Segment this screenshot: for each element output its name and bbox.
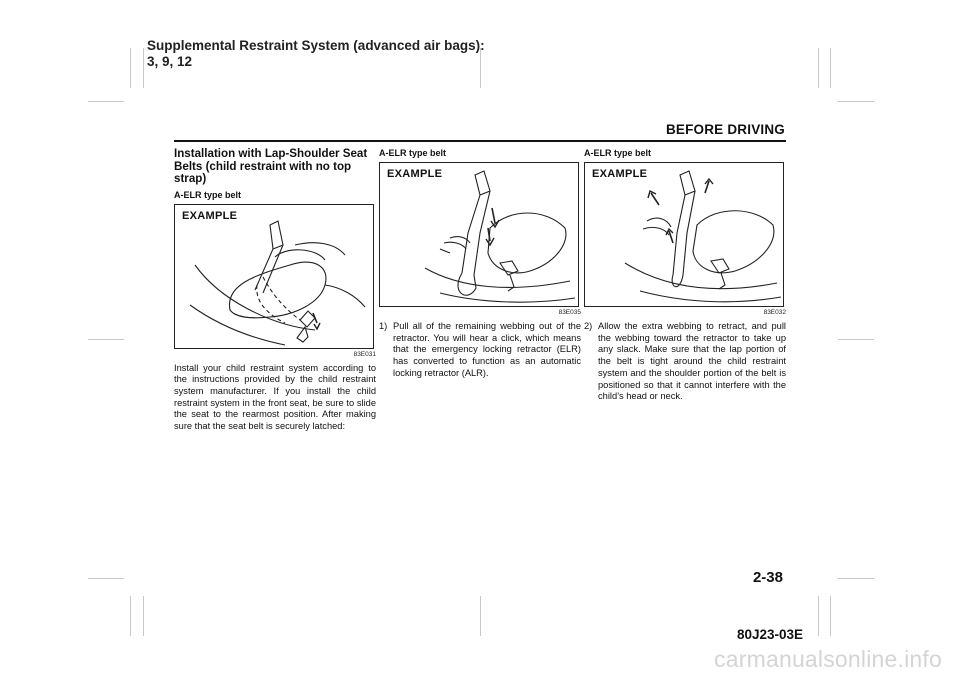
crop-mark: [130, 48, 131, 88]
example-label: EXAMPLE: [387, 168, 443, 180]
document-code: 80J23-03E: [736, 627, 803, 642]
step-number: 1): [379, 321, 388, 331]
crop-mark: [838, 101, 874, 102]
illustration-retract-belt: [585, 163, 784, 307]
right-column: [584, 148, 786, 403]
document-title: Supplemental Restraint System (advanced air bags): 3, 9, 12: [147, 38, 485, 69]
figure-subheading: A-ELR type belt: [379, 148, 447, 158]
page-number: 2-38: [752, 569, 783, 586]
figure-subheading: A-ELR type belt: [584, 148, 652, 158]
illustration-pull-belt: [380, 163, 579, 307]
crop-mark: [88, 339, 124, 340]
watermark: carmanualsonline.info: [714, 646, 942, 672]
crop-mark: [830, 48, 831, 88]
crop-mark: [838, 578, 874, 579]
example-label: EXAMPLE: [182, 209, 238, 222]
crop-mark: [818, 48, 819, 88]
crop-mark: [818, 596, 819, 636]
crop-mark: [838, 339, 874, 340]
section-heading: Installation with Lap-Shoulder Seat Belts (child restraint with no top strap): [174, 147, 368, 185]
crop-mark: [130, 596, 131, 636]
example-label: EXAMPLE: [592, 168, 648, 180]
header-rule: [174, 140, 786, 142]
figure-pull-webbing-out: [379, 162, 579, 307]
left-column: [174, 148, 376, 433]
step-2: [584, 321, 786, 403]
figure-code: 83E031: [353, 350, 376, 358]
crop-mark: [88, 101, 124, 102]
step-text: Pull all of the remaining webbing out of the retractor. You will hear a click, which means that the emergency locking retractor (ELR) has converted to function as an automatic locking retractor (ALR).: [393, 321, 581, 378]
figure-child-seat-belt-latched: [174, 204, 374, 349]
crop-mark: [143, 48, 144, 88]
section-header: BEFORE DRIVING: [665, 122, 785, 137]
step-number: 2): [584, 321, 593, 331]
crop-mark: [88, 578, 124, 579]
middle-column: [379, 148, 581, 380]
figure-code: 83E035: [558, 309, 581, 316]
figure-code: 83E032: [763, 309, 786, 316]
crop-mark: [830, 596, 831, 636]
illustration-child-seat: [175, 205, 374, 349]
instruction-paragraph: Install your child restraint system according to the instructions provided by the child restraint system manufacturer. If you install the child restraint system in the front seat, be sure to slide the seat to the rearmost position. After making sure that the seat belt is securely latched:: [174, 362, 376, 432]
figure-retract-webbing: [584, 162, 784, 307]
crop-mark: [143, 596, 144, 636]
crop-mark: [480, 596, 481, 636]
step-1: [379, 321, 581, 380]
figure-subheading: A-ELR type belt: [174, 189, 242, 200]
step-text: Allow the extra webbing to retract, and pull the webbing toward the retractor to take up any slack. Make sure that the lap portion of the belt is tight around the child restraint system and the shoulder portion of the belt is positioned so that it cannot interfere with the child’s head or neck.: [598, 321, 786, 402]
